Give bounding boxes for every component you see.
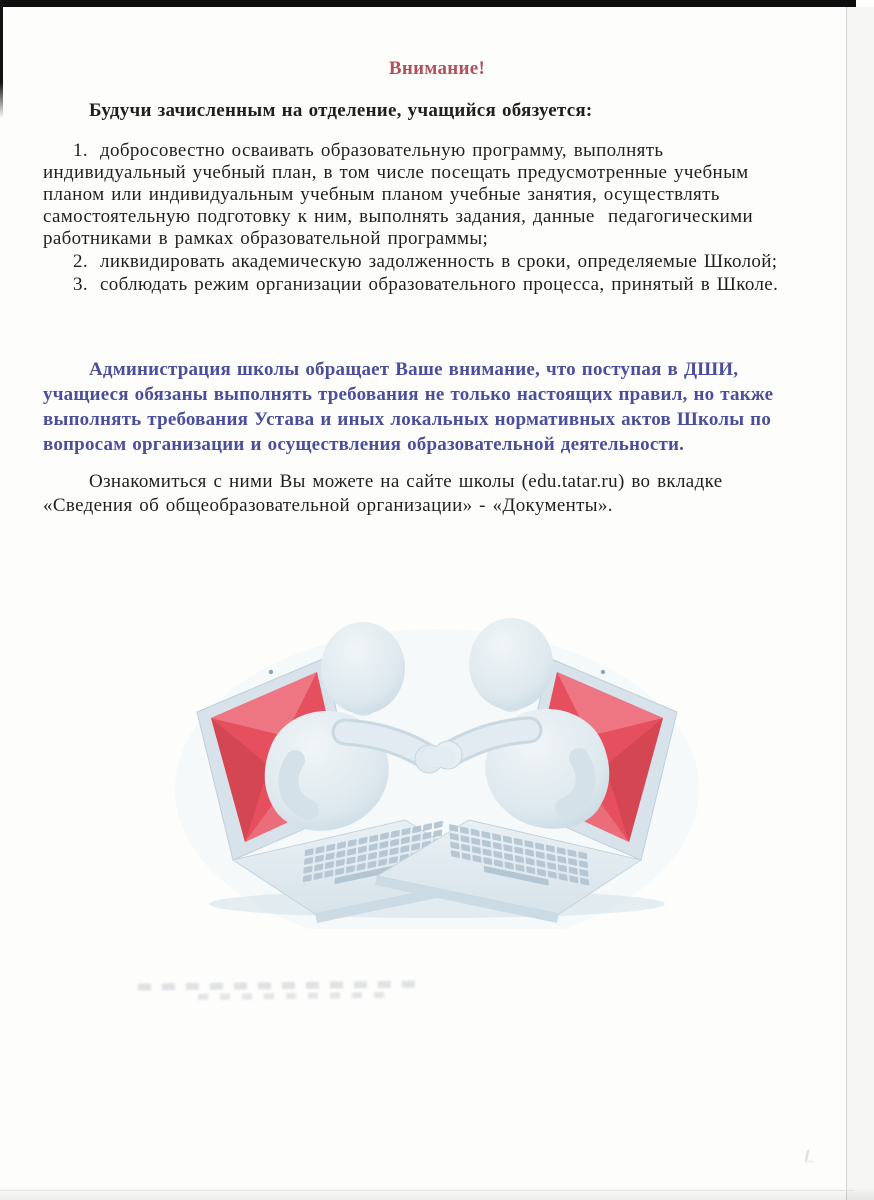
list-item-number: 3. [73,274,88,295]
bleed-through-row [138,981,418,991]
notice-line: выполнять требования Устава и иных локальных нормативных актов Школы по [43,409,772,430]
list-item-number: 1. [73,140,88,161]
intro-heading: Будучи зачисленным на отделение, учащийся обязуется: [89,100,593,121]
laptop-left-webcam [269,670,273,674]
list-item-text: соблюдать режим организации образовательного процесса, принятый в Школе. [100,274,779,295]
list-item-text: добросовестно осваивать образовательную программу, выполнять [100,140,664,161]
scan-bottom-edge-line [0,1190,854,1191]
faint-pencil-mark [805,1150,817,1162]
info-line: Ознакомиться с ними Вы можете на сайте школы (edu.tatar.ru) во вкладке [89,471,723,492]
figure-right-head [469,618,553,710]
notice-line: вопросам организации и осуществления образовательной деятельности. [43,434,685,455]
list-item-line: планом или индивидуальным учебным планом учебные занятия, осуществлять [43,184,720,205]
list-item-text: ликвидировать академическую задолженность в сроки, определяемые Школой; [100,251,778,272]
scan-page-edge-line [846,7,847,1200]
list-item-line [43,274,831,296]
list-item-number: 2. [73,251,88,272]
numbered-list [43,140,831,296]
notice-line: учащиеся обязаны выполнять требования не только настоящих правил, но также [43,384,774,405]
notice-paragraph [43,357,831,457]
list-item-line [43,140,831,162]
laptop-right-webcam [601,670,605,674]
handshake-illustration [167,584,707,929]
list-item-line: работниками в рамках образовательной программы; [43,228,489,249]
figure-left-head [321,622,405,714]
bleed-through-marks [138,980,438,1003]
info-line: «Сведения об общеобразовательной организации» - «Документы». [43,495,613,516]
list-item-line [43,251,831,273]
scan-bottom-shadow [0,1187,874,1200]
scan-page-right-margin [847,7,874,1200]
notice-line: Администрация школы обращает Ваше внимание, что поступая в ДШИ, [89,359,739,380]
list-item-line: самостоятельную подготовку к ним, выполнять задания, данные педагогическими [43,206,754,227]
scan-edge-left-notch [0,0,3,118]
info-paragraph [43,470,831,518]
document-title: Внимание! [388,58,486,79]
document-page [43,0,831,929]
list-item-line: индивидуальный учебный план, в том числе посещать предусмотренные учебным [43,162,749,183]
bleed-through-row [198,992,388,1000]
